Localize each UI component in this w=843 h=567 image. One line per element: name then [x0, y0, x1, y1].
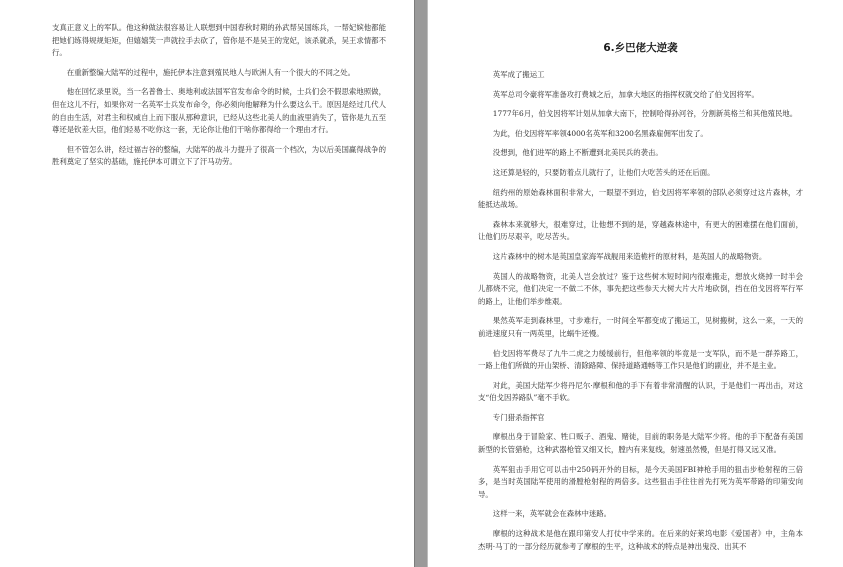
chapter-title: 6.乡巴佬大逆袭 [603, 42, 678, 54]
page-divider [414, 0, 428, 567]
right-paragraph: 这样一来，英军就会在森林中迷路。 [492, 509, 612, 519]
right-paragraph: 伯戈因将军费尽了九牛二虎之力缓缓前行，但他率领的毕竟是一支军队，而不是一群养路工，一路上他们所做的开山架桥、清除路障、保持道路通畅等工作只是他们的副业，并不是主业。 [478, 348, 803, 371]
right-paragraph: 没想到，他们进军的路上不断遭到北美民兵的袭击。 [492, 148, 663, 158]
right-paragraph: 英军总司令豪将军准备攻打费城之后，加拿大地区的指挥权就交给了伯戈因将军。 [492, 89, 759, 99]
left-paragraph: 支真正意义上的军队。他这种做法很容易让人联想到中国春秋时期的孙武帮吴国练兵，一帮妃嫔他都能把她们练得规规矩矩，但嬉嬉笑一声就拉手去砍了，管你是不是吴王的宠妃，该杀就杀，吴王求情都不行。 [52, 23, 386, 58]
right-paragraph: 英国人的战略物资，北美人岂会放过？鉴于这些树木短时间内很难搬走，想放火烧掉一时半会儿都烧不完，他们决定一不做二不休，事先把这些参天大树大片大片地砍倒，挡在伯戈因将军行军的路上，让他们举步维艰。 [478, 271, 803, 306]
right-paragraph: 果然英军走到森林里，寸步难行，一时间全军都变成了搬运工，见树搬树，这么一来，一天的前进速度只有一两英里，比蜗牛还慢。 [478, 316, 803, 338]
right-paragraph: 摩根出身于冒险家、牲口贩子、酒鬼、赌徒，目前的职务是大陆军少将。他的手下配备有美国新型的长管猎枪，这种武器枪管又细又长，膛内有来复线，射速虽然慢，但是打得又远又准。 [478, 432, 803, 455]
right-paragraph: 对此，美国大陆军少将丹尼尔·摩根和他的手下有着非常清醒的认识，于是他们一再出击，对这支“伯戈因养路队”毫不手软。 [478, 380, 803, 403]
right-paragraph: 摩根的这种战术是他在跟印第安人打仗中学来的。在后来的好莱坞电影《爱国者》中，主角本杰明·马丁的一部分经历就参考了摩根的生平，这种战术的特点是神出鬼没、出其不 [478, 529, 803, 551]
left-page [0, 0, 414, 567]
right-page [428, 0, 843, 567]
section-subheading: 专门猎杀指挥官 [492, 412, 545, 422]
right-paragraph: 纽约州的原始森林面积非常大，一眼望不到边，伯戈因将军率领的部队必须穿过这片森林，才能抵达战场。 [478, 187, 803, 210]
section-subheading: 英军成了搬运工 [492, 70, 545, 79]
right-paragraph: 1777年6月，伯戈因将军计划从加拿大南下，控制哈得孙河谷，分割新英格兰和其他殖民地。 [492, 109, 798, 119]
left-paragraph: 在重新整编大陆军的过程中，施托伊本注意到殖民地人与欧洲人有一个很大的不同之处。 [66, 67, 356, 77]
right-paragraph: 英军狙击手用它可以击中250码开外的目标，是今天美国FBI神枪手用的狙击步枪射程的三倍多，是当时英国陆军使用的滑膛枪射程的两倍多。这些狙击手往往首先打死为英军带路的印第安向导。 [478, 464, 803, 499]
right-paragraph: 这还算是轻的，只要防着点儿就行了，让他们大吃苦头的还在后面。 [492, 167, 715, 177]
right-paragraph: 为此，伯戈因将军率领4000名英军和3200名黑森雇佣军出发了。 [492, 128, 708, 138]
right-paragraph: 森林本来就够大，很难穿过，让他想不到的是，穿越森林途中，有更大的困难摆在他们面前，让他们历尽艰辛，吃尽苦头。 [478, 219, 803, 242]
right-paragraph: 这片森林中的树木是英国皇家海军战舰用来造桅杆的原材料，是英国人的战略物资。 [492, 251, 767, 261]
left-paragraph: 但不管怎么讲，经过福吉谷的整编，大陆军的战斗力提升了很高一个档次，为以后美国赢得战争的胜利奠定了坚实的基础，施托伊本可谓立下了汗马功劳。 [52, 144, 386, 167]
left-paragraph: 他在回忆录里说，当一名普鲁士、奥地利或法国军官发布命令的时候，士兵们会不假思索地照做，但在这儿不行，如果你对一名英军士兵发布命令，你必须向他解释为什么要这么干。原因是经过几代人的自由生活，对君主和权威自上而下服从那种意识，已经从这些北美人的血液里消失了，管你是九五至尊还是钦差大臣，他们轻易不吃你这一套，无论你让他们干啥你都得给一个理由才行。 [52, 87, 386, 135]
right-page-content [478, 69, 803, 553]
